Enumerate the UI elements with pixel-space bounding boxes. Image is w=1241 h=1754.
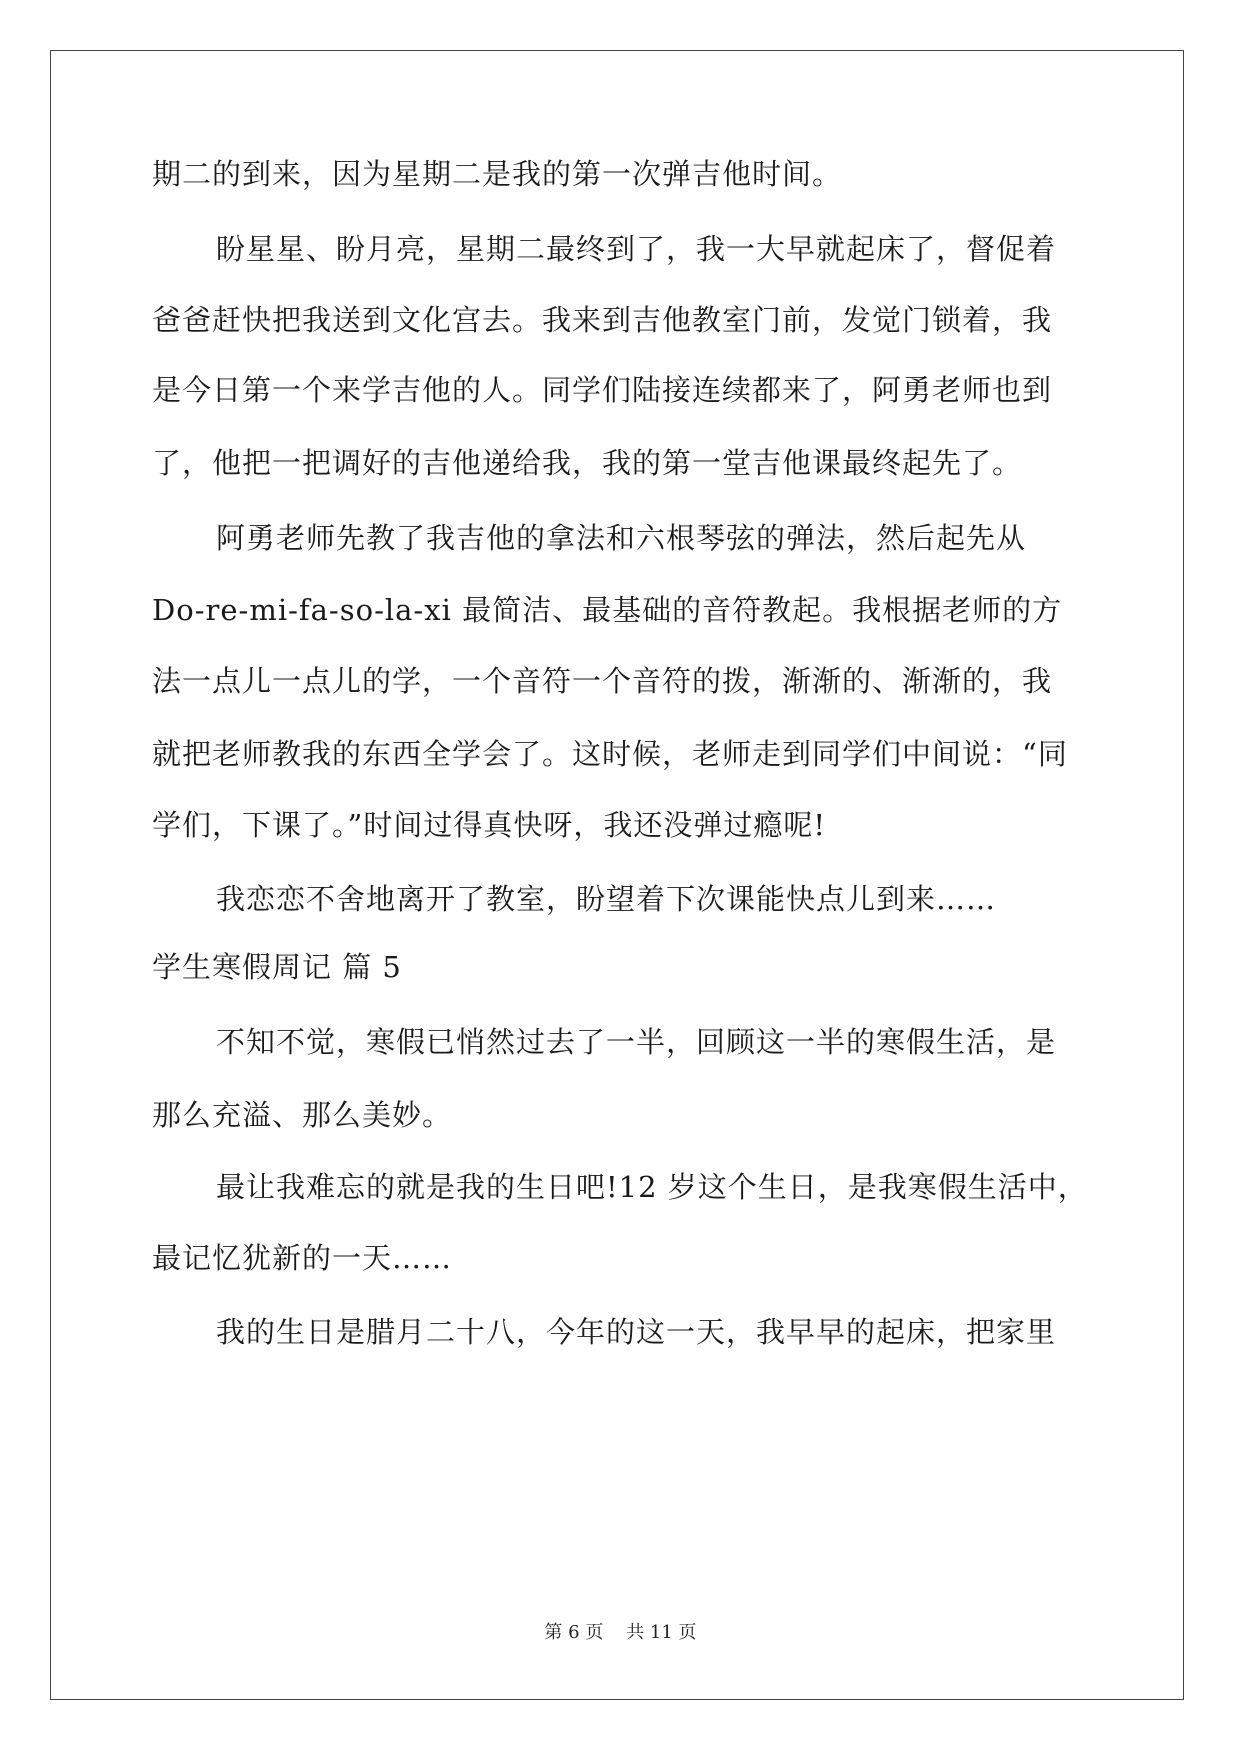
text-line-15: 最让我难忘的就是我的生日吧!12 岁这个生日，是我寒假生活中， — [216, 1170, 1088, 1204]
page-number-footer: 第 6 页 共 11 页 — [544, 1622, 697, 1643]
text-line-10: 学们，下课了。”时间过得真快呀，我还没弹过瘾呢! — [152, 808, 826, 842]
text-line-9: 就把老师教我的东西全学会了。这时候，老师走到同学们中间说：“同 — [152, 737, 1068, 771]
text-line-6: 阿勇老师先教了我吉他的拿法和六根琴弦的弹法，然后起先从 — [216, 521, 1027, 555]
text-line-13: 不知不觉，寒假已悄然过去了一半，回顾这一半的寒假生活，是 — [216, 1025, 1057, 1059]
text-line-1: 期二的到来，因为星期二是我的第一次弹吉他时间。 — [152, 157, 843, 191]
text-line-14: 那么充溢、那么美妙。 — [152, 1098, 453, 1132]
text-line-3: 爸爸赶快把我送到文化宫去。我来到吉他教室门前，发觉门锁着，我 — [152, 303, 1053, 337]
text-line-5: 了，他把一把调好的吉他递给我，我的第一堂吉他课最终起先了。 — [152, 446, 1023, 480]
text-line-8: 法一点儿一点儿的学，一个音符一个音符的拨，渐渐的、渐渐的，我 — [152, 664, 1053, 698]
text-line-7: Do-re-mi-fa-so-la-xi 最简洁、最基础的音符教起。我根据老师的方 — [152, 593, 1063, 627]
text-line-11: 我恋恋不舍地离开了教室，盼望着下次课能快点儿到来…… — [216, 882, 997, 916]
text-line-16: 最记忆犹新的一天…… — [152, 1241, 453, 1275]
text-line-2: 盼星星、盼月亮，星期二最终到了，我一大早就起床了，督促着 — [216, 232, 1057, 266]
section-heading: 学生寒假周记 篇 5 — [152, 950, 402, 984]
text-line-17: 我的生日是腊月二十八，今年的这一天，我早早的起床，把家里 — [216, 1315, 1057, 1349]
text-line-4: 是今日第一个来学吉他的人。同学们陆接连续都来了，阿勇老师也到 — [152, 373, 1053, 407]
